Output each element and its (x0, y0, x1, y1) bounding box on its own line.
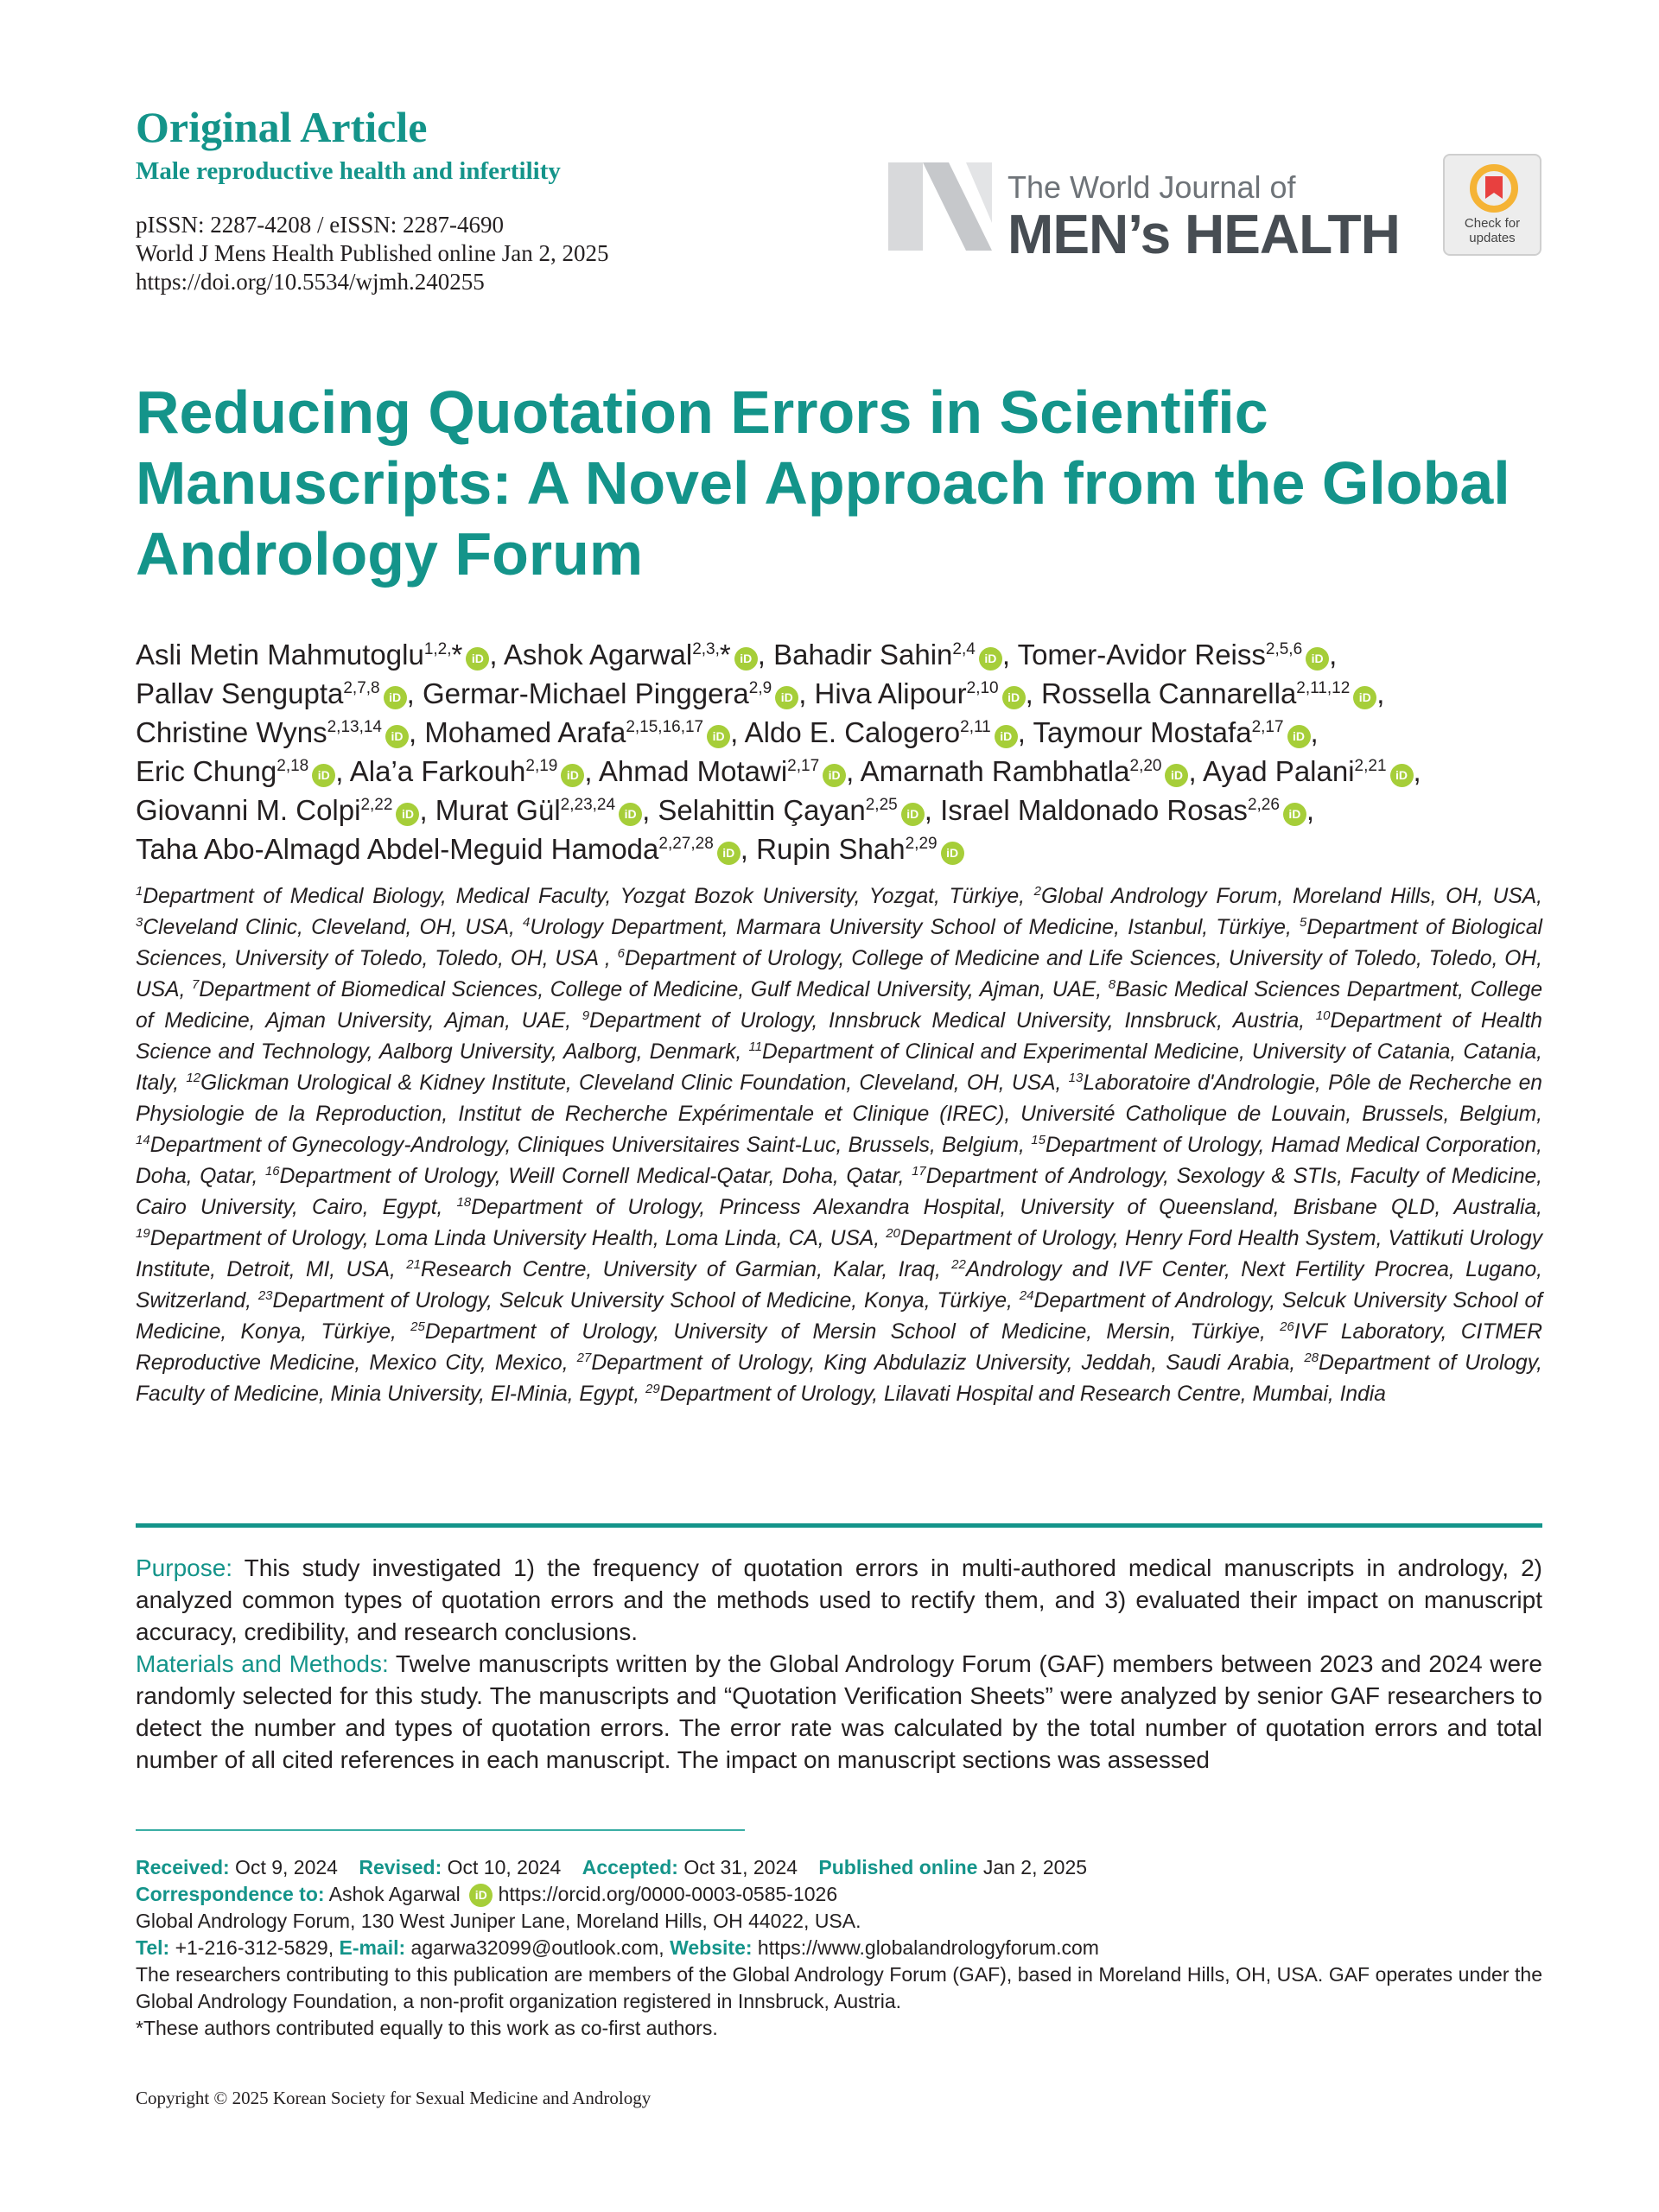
author-name: Israel Maldonado Rosas (940, 794, 1248, 826)
author (136, 794, 435, 826)
affiliation-text: Department of Urology, Selcuk University School of Medicine, Konya, Türkiye, (272, 1289, 1020, 1313)
affiliation-number: 26 (1280, 1319, 1294, 1334)
affiliation-text: Department of Gynecology-Andrology, Cliniques Universitaires Saint-Luc, Brussels, Belgium, (149, 1134, 1032, 1157)
affiliation-text: Basic Medical Sciences Department, College of Medicine, Ajman University, Ajman, UAE, (136, 978, 1543, 1033)
author (136, 677, 423, 709)
affiliation-text: Department of Clinical and Experimental Medicine, University of Catania, Catania, Italy, (136, 1040, 1542, 1095)
author-separator: , (1001, 639, 1018, 671)
published-date: Jan 2, 2025 (977, 1856, 1088, 1878)
author-line (136, 635, 1553, 674)
author-affiliation-sup: 2,21 (1354, 757, 1387, 775)
published-line: World J Mens Health Published online Jan 2, 2025 (136, 240, 609, 266)
article-type: Original Article (136, 103, 428, 151)
affiliation-number: 10 (1315, 1007, 1331, 1023)
affiliation-text: Department of Urology, Lilavati Hospital and Research Centre, Mumbai, India (659, 1382, 1386, 1406)
author (815, 677, 1041, 709)
affiliation-text: Department of Urology, Innsbruck Medical University, Innsbruck, Austria, (589, 1009, 1316, 1033)
orcid-icon[interactable]: iD (775, 686, 798, 709)
orcid-icon[interactable]: iD (717, 842, 741, 865)
author-affiliation-sup: 2,18 (276, 757, 309, 775)
affiliation-text: Department of Urology, Loma Linda University Health, Loma Linda, CA, USA, (149, 1227, 887, 1250)
affiliation-text: Glickman Urological & Kidney Institute, Cleveland Clinic Foundation, Cleveland, OH, USA, (200, 1071, 1069, 1095)
affiliation-number: 11 (748, 1039, 763, 1054)
orcid-icon[interactable]: iD (385, 725, 409, 748)
author (1033, 716, 1318, 748)
author-affiliation-sup: 2,23,24 (560, 796, 616, 814)
author-name: Tomer-Avidor Reiss (1017, 639, 1266, 671)
author-separator: , (1017, 716, 1033, 748)
author-affiliation-sup: 2,9 (748, 679, 772, 697)
orcid-icon[interactable]: iD (823, 764, 846, 787)
orcid-icon[interactable]: iD (396, 803, 419, 826)
journal-logo-line2: MEN’s HEALTH (1007, 203, 1400, 265)
author (136, 755, 350, 787)
purpose-label: Purpose: (136, 1554, 233, 1581)
author-affiliation-sup: 2,20 (1129, 757, 1162, 775)
footnote-divider (136, 1829, 745, 1831)
author-name: Ala’a Farkouh (349, 755, 526, 787)
author-list (136, 635, 1553, 868)
author-name: Aldo E. Calogero (744, 716, 961, 748)
author (504, 639, 773, 671)
author (424, 716, 744, 748)
author (1041, 677, 1384, 709)
author-name: Murat Gül (435, 794, 561, 826)
author-separator: , (642, 794, 658, 826)
methods-text: Twelve manuscripts written by the Global Andrology Forum (GAF) members between 2023 and 2024 were randomly selected for this study. The manuscripts and “Quotation Verification Sheets” were analyzed by senior GAF researchers to detect the number and types of quotation errors. The error rate was calculated by the total number of quotation errors and total number of all cited references in each manuscript. The impact on manuscript sections was assessed (136, 1650, 1542, 1773)
check-updates-label: Check for updates (1464, 216, 1521, 245)
article-title (136, 377, 1553, 589)
author (658, 794, 940, 826)
author-name: Bahadir Sahin (773, 639, 953, 671)
author-name: Ahmad Motawi (598, 755, 788, 787)
author (940, 794, 1314, 826)
check-updates-icon (1468, 162, 1520, 214)
section-name: Male reproductive health and infertility (136, 157, 561, 185)
author-separator: , (740, 833, 757, 865)
affiliation-number: 17 (912, 1163, 926, 1179)
affiliation-number: 13 (1068, 1070, 1084, 1085)
affiliation-number: 8 (1108, 976, 1116, 992)
abstract-methods (136, 1648, 1542, 1776)
orcid-icon[interactable]: iD (995, 725, 1018, 748)
author-affiliation-sup: 2,15,16,17 (626, 718, 704, 736)
author-name: Christine Wyns (136, 716, 327, 748)
affiliation-text: IVF Laboratory, CITMER Reproductive Medicine, Mexico City, Mexico, (136, 1320, 1543, 1375)
author-name: Ashok Agarwal (503, 639, 693, 671)
journal-logo (888, 154, 1421, 265)
orcid-icon[interactable]: iD (469, 1884, 493, 1907)
author-name: Eric Chung (136, 755, 277, 787)
author (756, 833, 963, 865)
tel-label: Tel: (136, 1936, 170, 1959)
author-name: Taymour Mostafa (1033, 716, 1252, 748)
author (1018, 639, 1338, 671)
author-separator: , (1329, 639, 1338, 671)
revised-label: Revised: (359, 1856, 442, 1878)
author-line (136, 791, 1553, 830)
affiliation-text: Research Centre, University of Garmian, Kalar, Iraq, (420, 1258, 952, 1281)
affiliation-number: 9 (582, 1007, 590, 1023)
author-separator: , (335, 755, 350, 787)
affiliation-number: 18 (456, 1194, 472, 1210)
affiliation-text: Department of Biomedical Sciences, College of Medicine, Gulf Medical University, Ajman, UAE, (199, 978, 1109, 1001)
title-line: Manuscripts: A Novel Approach from the Global (136, 449, 1510, 517)
co-first-star: * (451, 639, 463, 671)
affiliation-number: 14 (136, 1132, 150, 1147)
orcid-icon[interactable]: iD (466, 647, 489, 671)
author-separator: , (757, 639, 774, 671)
received-date: Oct 9, 2024 (229, 1856, 338, 1878)
orcid-icon[interactable]: iD (734, 647, 758, 671)
author-name: Asli Metin Mahmutoglu (136, 639, 424, 671)
orcid-icon[interactable]: iD (901, 803, 925, 826)
affiliation-text: Department of Urology, Henry Ford Health System, Vattikuti Urology Institute, Detroit, MI, USA, (136, 1227, 1542, 1281)
orcid-icon[interactable]: iD (619, 803, 642, 826)
journal-logo-line1: The World Journal of (1007, 169, 1296, 205)
author-affiliation-sup: 2,17 (1251, 718, 1284, 736)
affiliation-number: 6 (617, 945, 625, 961)
affiliation-text: Department of Urology, King Abdulaziz University, Jeddah, Saudi Arabia, (591, 1351, 1305, 1375)
author-separator: , (419, 794, 435, 826)
affiliation-text: Department of Health Science and Technology, Aalborg University, Aalborg, Denmark, (136, 1009, 1542, 1064)
author-affiliation-sup: 2,22 (360, 796, 393, 814)
author-separator: , (1413, 755, 1421, 787)
title-line: Reducing Quotation Errors in Scientific (136, 378, 1268, 446)
author-affiliation-sup: 2,25 (865, 796, 898, 814)
author-affiliation-sup: 2,17 (787, 757, 820, 775)
author-separator: , (584, 755, 599, 787)
accepted-label: Accepted: (582, 1856, 678, 1878)
author-affiliation-sup: 2,13,14 (327, 718, 382, 736)
affiliations (136, 881, 1542, 1410)
author-affiliation-sup: 2,11,12 (1296, 679, 1351, 697)
issn: pISSN: 2287-4208 / eISSN: 2287-4690 (136, 212, 505, 238)
affiliation-number: 15 (1031, 1132, 1046, 1147)
correspondence-row (136, 1881, 1553, 1908)
accepted-date: Oct 31, 2024 (677, 1856, 798, 1878)
orcid-icon[interactable]: iD (1390, 764, 1414, 787)
author-affiliation-sup: 2,3, (692, 640, 720, 658)
affiliation-number: 25 (410, 1319, 425, 1334)
footnotes (136, 1854, 1553, 2042)
email-label: E-mail: (339, 1936, 406, 1959)
author-line (136, 674, 1553, 713)
abstract (136, 1552, 1542, 1776)
website-link[interactable]: https://www.globalandrologyforum.com (752, 1936, 1099, 1959)
journal-logo-mark-icon (888, 154, 1009, 259)
author-name: Taha Abo-Almagd Abdel-Meguid Hamoda (136, 833, 659, 865)
orcid-icon[interactable]: iD (707, 725, 730, 748)
orcid-icon[interactable]: iD (561, 764, 584, 787)
contact-row (136, 1935, 1553, 1961)
abstract-purpose (136, 1552, 1542, 1648)
affiliation-number: 7 (192, 976, 200, 992)
author-name: Giovanni M. Colpi (136, 794, 361, 826)
author-separator: , (409, 716, 425, 748)
orcid-icon[interactable]: iD (1306, 647, 1329, 671)
publication-info (136, 211, 609, 296)
affiliation-number: 22 (951, 1256, 966, 1272)
author (745, 716, 1033, 748)
author-separator: , (489, 639, 504, 671)
author (350, 755, 599, 787)
correspondence-orcid-link[interactable]: https://orcid.org/0000-0003-0585-1026 (493, 1883, 838, 1905)
affiliation-text: Department of Urology, University of Mersin School of Medicine, Mersin, Türkiye, (424, 1320, 1281, 1344)
author (136, 833, 756, 865)
affiliation-number: 29 (645, 1381, 660, 1396)
affiliation-text: Department of Andrology, Sexology & STIs, Faculty of Medicine, Cairo University, Cairo, Egypt, (136, 1165, 1543, 1219)
orcid-icon[interactable]: iD (941, 842, 964, 865)
affiliation-number: 27 (576, 1350, 592, 1365)
author-name: Rossella Cannarella (1040, 677, 1297, 709)
methods-label: Materials and Methods: (136, 1650, 389, 1677)
published-label: Published online (818, 1856, 978, 1878)
orcid-icon[interactable]: iD (312, 764, 335, 787)
author-separator: , (1376, 677, 1385, 709)
affiliation-text: Urology Department, Marmara University School of Medicine, Istanbul, Türkiye, (530, 916, 1300, 939)
email-link[interactable]: agarwa32099@outlook.com, (405, 1936, 671, 1959)
author-affiliation-sup: 2,4 (952, 640, 976, 658)
author (861, 755, 1203, 787)
author-separator: , (924, 794, 941, 826)
author-separator: , (846, 755, 861, 787)
author (773, 639, 1018, 671)
affiliation-number: 23 (257, 1287, 273, 1303)
author-line (136, 830, 1553, 868)
author-name: Amarnath Rambhatla (860, 755, 1130, 787)
doi-link[interactable]: https://doi.org/10.5534/wjmh.240255 (136, 269, 485, 295)
author-affiliation-sup: 2,7,8 (343, 679, 380, 697)
author (435, 794, 658, 826)
author-affiliation-sup: 2,27,28 (658, 835, 714, 853)
gaf-note: The researchers contributing to this publication are members of the Global Andrology Forum (GAF), based in Moreland Hills, OH, USA. GAF operates under the Global Andrology Foundation, a non-profit organization registered in Innsbruck, Austria. (136, 1963, 1542, 2012)
affiliation-number: 24 (1019, 1287, 1034, 1303)
author-affiliation-sup: 1,2, (423, 640, 452, 658)
affiliation-text: Global Andrology Forum, Moreland Hills, OH, USA, (1041, 885, 1542, 908)
author-separator: , (406, 677, 423, 709)
author-separator: , (1188, 755, 1204, 787)
author-separator: , (1025, 677, 1041, 709)
author-affiliation-sup: 2,26 (1247, 796, 1280, 814)
affiliation-number: 20 (886, 1225, 900, 1241)
affiliation-text: Laboratoire d'Andrologie, Pôle de Recherche en Physiologie de la Reproduction, Institut de Recherche Expérimentale et Clinique (IREC), Université Catholique de Louvain, Brussels, Belgium, (136, 1071, 1542, 1126)
author (1203, 755, 1421, 787)
author-name: Selahittin Çayan (658, 794, 866, 826)
author-name: Mohamed Arafa (424, 716, 626, 748)
website-label: Website: (670, 1936, 753, 1959)
orcid-icon[interactable]: iD (1353, 686, 1376, 709)
author (599, 755, 861, 787)
affiliation-text: Department of Urology, Faculty of Medicine, Minia University, El-Minia, Egypt, (136, 1351, 1543, 1406)
cofirst-note: *These authors contributed equally to this work as co-first authors. (136, 2017, 718, 2039)
author-affiliation-sup: 2,11 (960, 718, 991, 736)
orcid-icon[interactable]: iD (384, 686, 407, 709)
author-affiliation-sup: 2,19 (525, 757, 558, 775)
affiliation-text: Department of Medical Biology, Medical Faculty, Yozgat Bozok University, Yozgat, Türkiye, (143, 885, 1034, 908)
author (136, 716, 424, 748)
author-separator: , (1306, 794, 1315, 826)
affiliation-number: 1 (136, 883, 143, 899)
affiliation-text: Department of Biological Sciences, University of Toledo, Toledo, OH, USA , (136, 916, 1542, 970)
author-affiliation-sup: 2,29 (905, 835, 938, 853)
author (136, 639, 504, 671)
affiliation-text: Department of Urology, Princess Alexandra Hospital, University of Queensland, Brisbane QLD, Australia, (471, 1196, 1542, 1219)
affiliation-number: 21 (406, 1256, 421, 1272)
affiliation-text: Department of Urology, College of Medicine and Life Sciences, University of Toledo, Toledo, OH, USA, (136, 947, 1543, 1001)
affiliation-number: 28 (1304, 1350, 1319, 1365)
affiliation-text: Department of Urology, Weill Cornell Medical-Qatar, Doha, Qatar, (279, 1165, 912, 1188)
co-first-star: * (719, 639, 731, 671)
orcid-icon[interactable]: iD (1283, 803, 1306, 826)
author-separator: , (730, 716, 745, 748)
orcid-icon[interactable]: iD (1002, 686, 1026, 709)
author-name: Germar-Michael Pinggera (422, 677, 749, 709)
author-separator: , (1310, 716, 1319, 748)
check-for-updates-badge[interactable] (1443, 154, 1541, 256)
author-separator: , (798, 677, 815, 709)
affiliation-number: 5 (1299, 914, 1307, 930)
author-name: Rupin Shah (756, 833, 906, 865)
address-row: Global Andrology Forum, 130 West Juniper Lane, Moreland Hills, OH 44022, USA. (136, 1910, 861, 1932)
affiliation-number: 19 (136, 1225, 150, 1241)
author (423, 677, 815, 709)
author-line (136, 713, 1553, 752)
received-label: Received: (136, 1856, 230, 1878)
orcid-icon[interactable]: iD (979, 647, 1002, 671)
author-affiliation-sup: 2,5,6 (1265, 640, 1303, 658)
author-name: Pallav Sengupta (136, 677, 344, 709)
affiliation-number: 3 (136, 914, 143, 930)
correspondence-label: Correspondence to: (136, 1883, 325, 1905)
affiliation-number: 2 (1033, 883, 1042, 899)
affiliation-number: 4 (523, 914, 531, 930)
orcid-icon[interactable]: iD (1165, 764, 1188, 787)
author-line (136, 752, 1553, 791)
purpose-text: This study investigated 1) the frequency of quotation errors in multi-authored medical manuscripts in andrology, 2) analyzed common types of quotation errors and the methods used to rectify them, and 3) evaluated their impact on manuscript accuracy, credibility, and research conclusions. (136, 1554, 1542, 1645)
affiliation-text: Andrology and IVF Center, Next Fertility Procrea, Lugano, Switzerland, (136, 1258, 1542, 1313)
affiliation-text: Department of Urology, Hamad Medical Corporation, Doha, Qatar, (136, 1134, 1542, 1188)
correspondence-name: Ashok Agarwal (324, 1883, 461, 1905)
author-name: Hiva Alipour (814, 677, 967, 709)
title-line: Andrology Forum (136, 520, 644, 588)
dates-row (136, 1854, 1553, 1881)
author-name: Ayad Palani (1203, 755, 1355, 787)
affiliation-text: Department of Andrology, Selcuk University School of Medicine, Konya, Türkiye, (136, 1289, 1542, 1344)
orcid-icon[interactable]: iD (1287, 725, 1311, 748)
author-affiliation-sup: 2,10 (966, 679, 999, 697)
affiliation-text: Cleveland Clinic, Cleveland, OH, USA, (143, 916, 524, 939)
affiliation-number: 12 (186, 1070, 201, 1085)
tel-value: +1-216-312-5829, (169, 1936, 340, 1959)
affiliation-number: 16 (264, 1163, 280, 1179)
revised-date: Oct 10, 2024 (442, 1856, 562, 1878)
copyright: Copyright © 2025 Korean Society for Sexual Medicine and Andrology (136, 2088, 652, 2108)
section-divider (136, 1523, 1542, 1528)
